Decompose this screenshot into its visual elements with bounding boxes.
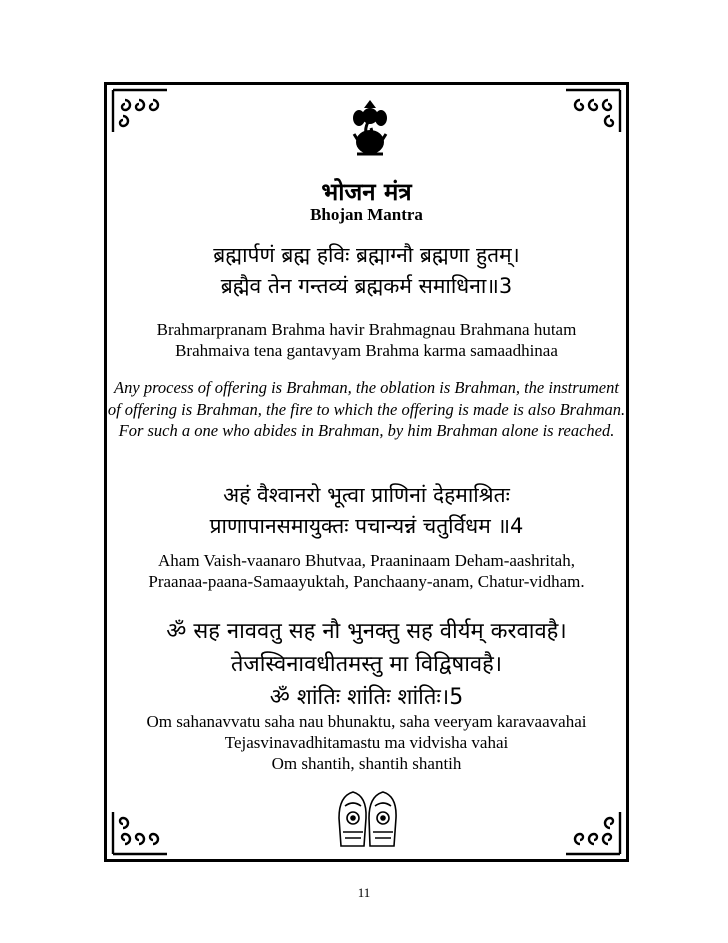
verse-3-sanskrit <box>107 615 626 714</box>
page-title-english: Bhojan Mantra <box>310 205 423 224</box>
transliteration-line: Tejasvinavadhitamastu ma vidvisha vahai <box>224 733 509 752</box>
verse-1-transliteration <box>107 319 626 361</box>
transliteration-line: Om shantih, shantih shantih <box>271 754 462 773</box>
verse-2-transliteration <box>107 550 626 592</box>
swirl-ornament-icon <box>564 88 622 134</box>
page-number: 11 <box>357 885 371 900</box>
transliteration-line: Brahmaiva tena gantavyam Brahma karma samaadhinaa <box>175 341 558 360</box>
swirl-ornament-icon <box>564 810 622 856</box>
transliteration-line: Brahmarpranam Brahma havir Brahmagnau Brahmana hutam <box>156 320 577 339</box>
ganesha-icon <box>349 98 391 158</box>
verse-line: तेजस्विनावधीतमस्तु मा विद्विषावहै। <box>230 652 503 677</box>
transliteration-line: Aham Vaish-vaanaro Bhutvaa, Praaninaam Deham-aashritah, <box>158 551 575 570</box>
page-border-frame <box>104 82 629 862</box>
page-title-hindi: भोजन मंत्र <box>321 178 412 206</box>
swirl-ornament-icon <box>111 88 169 134</box>
swirl-ornament-icon <box>111 810 169 856</box>
verse-line: ब्रह्मैव तेन गन्तव्यं ब्रह्मकर्म समाधिना॥3 <box>220 274 513 298</box>
praying-hands-icon <box>333 788 403 848</box>
verse-1-sanskrit <box>107 240 626 302</box>
verse-line: ॐ सह नाववतु सह नौ भुनक्तु सह वीर्यम् करवावहै। <box>166 619 567 644</box>
verse-line: प्राणापानसमायुक्तः पचान्यन्नं चतुर्विधम ॥4 <box>209 514 524 538</box>
verse-line: ब्रह्मार्पणं ब्रह्म हविः ब्रह्माग्नौ ब्रह्मणा हुतम्। <box>213 243 520 267</box>
verse-1-translation: Any process of offering is Brahman, the oblation is Brahman, the instrument of offering is Brahman, the fire to which the offering is made is also Brahman. For such a one who abides in Brahman, by him Brahman alone is reached. <box>107 378 626 440</box>
verse-3-transliteration <box>107 711 626 774</box>
verse-2-sanskrit <box>107 480 626 542</box>
verse-line: ॐ शांतिः शांतिः शांतिः।5 <box>269 685 464 710</box>
verse-line: अहं वैश्वानरो भूत्वा प्राणिनां देहमाश्रितः <box>223 483 510 507</box>
transliteration-line: Om sahanavvatu saha nau bhunaktu, saha veeryam karavaavahai <box>146 712 587 731</box>
transliteration-line: Praanaa-paana-Samaayuktah, Panchaany-anam, Chatur-vidham. <box>148 572 585 591</box>
